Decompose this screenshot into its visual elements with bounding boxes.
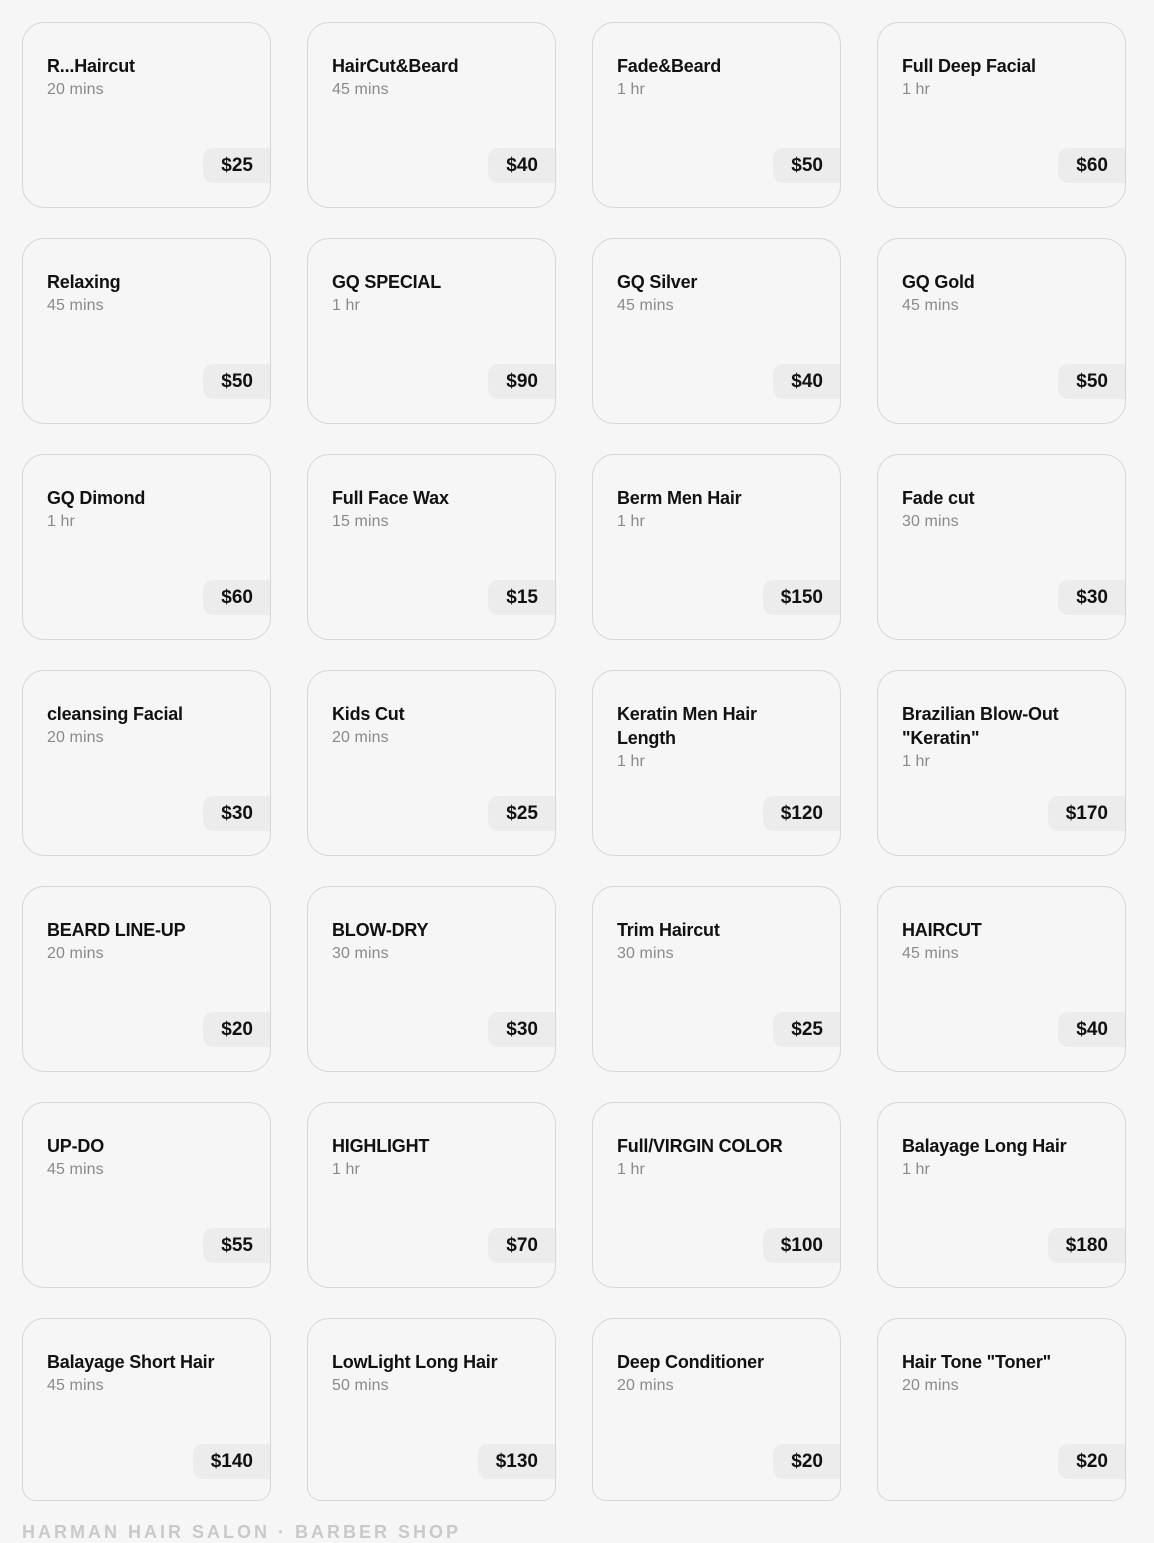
service-duration: 1 hr (332, 297, 360, 314)
service-card[interactable] (22, 886, 271, 1072)
service-card[interactable] (307, 1102, 556, 1288)
service-name-text: Full Face Wax (332, 488, 449, 508)
service-card[interactable] (592, 454, 841, 640)
service-duration: 1 hr (902, 1161, 930, 1178)
service-duration: 1 hr (902, 81, 930, 98)
service-price: $120 (763, 796, 841, 831)
service-name (332, 918, 535, 966)
service-duration: 30 mins (902, 513, 959, 530)
service-duration: 20 mins (47, 81, 104, 98)
service-name (617, 486, 820, 534)
service-card[interactable] (592, 22, 841, 208)
service-price: $100 (763, 1228, 841, 1263)
service-card[interactable] (592, 1102, 841, 1288)
service-name-text: Hair Tone "Toner" (902, 1352, 1052, 1372)
service-card[interactable] (877, 670, 1126, 856)
service-name (47, 1350, 250, 1398)
service-card[interactable] (307, 670, 556, 856)
service-name (47, 54, 250, 102)
service-card[interactable] (22, 22, 271, 208)
service-name (47, 270, 250, 318)
service-price: $70 (488, 1228, 556, 1263)
service-name (332, 1134, 535, 1182)
service-name (332, 702, 535, 750)
service-name-text: Relaxing (47, 272, 121, 292)
service-price: $25 (203, 148, 271, 183)
service-card[interactable] (592, 1318, 841, 1501)
service-price: $30 (488, 1012, 556, 1047)
service-duration: 1 hr (617, 1161, 645, 1178)
service-name-text: HAIRCUT (902, 920, 982, 940)
footer-title: HARMAN HAIR SALON · BARBER SHOP (22, 1522, 461, 1542)
service-name-text: HairCut&Beard (332, 56, 459, 76)
service-duration: 50 mins (332, 1377, 389, 1394)
service-name-text: Fade&Beard (617, 56, 722, 76)
service-card[interactable] (877, 1318, 1126, 1501)
service-duration: 45 mins (47, 297, 104, 314)
service-name-text: Fade cut (902, 488, 975, 508)
service-card[interactable] (877, 22, 1126, 208)
service-card[interactable] (22, 454, 271, 640)
service-name-text: Brazilian Blow-Out "Keratin" (902, 704, 1059, 748)
service-name (617, 54, 820, 102)
services-grid (22, 22, 1126, 1501)
service-name-text: Keratin Men Hair Length (617, 704, 757, 748)
service-duration: 1 hr (47, 513, 75, 530)
service-duration: 15 mins (332, 513, 389, 530)
service-duration: 20 mins (47, 729, 104, 746)
service-name (332, 270, 535, 318)
service-name-text: Balayage Short Hair (47, 1352, 215, 1372)
service-card[interactable] (592, 670, 841, 856)
service-name-text: R...Haircut (47, 56, 135, 76)
service-card[interactable] (307, 454, 556, 640)
service-duration: 1 hr (902, 753, 930, 770)
service-price: $20 (1058, 1444, 1126, 1479)
service-duration: 45 mins (47, 1377, 104, 1394)
service-price: $55 (203, 1228, 271, 1263)
service-name-text: Trim Haircut (617, 920, 720, 940)
service-card[interactable] (307, 22, 556, 208)
service-card[interactable] (877, 238, 1126, 424)
service-name-text: cleansing Facial (47, 704, 183, 724)
service-price: $170 (1048, 796, 1126, 831)
service-name (902, 1134, 1105, 1182)
service-name (47, 1134, 250, 1182)
service-name-text: BLOW-DRY (332, 920, 429, 940)
service-card[interactable] (307, 886, 556, 1072)
service-price: $90 (488, 364, 556, 399)
service-name-text: GQ SPECIAL (332, 272, 442, 292)
service-name-text: Kids Cut (332, 704, 405, 724)
service-duration: 45 mins (47, 1161, 104, 1178)
service-card[interactable] (22, 238, 271, 424)
service-duration: 20 mins (47, 945, 104, 962)
service-price: $130 (478, 1444, 556, 1479)
service-name (902, 918, 1105, 966)
service-name (902, 1350, 1105, 1398)
service-price: $40 (773, 364, 841, 399)
service-price: $50 (773, 148, 841, 183)
service-card[interactable] (877, 1102, 1126, 1288)
service-price: $60 (1058, 148, 1126, 183)
service-duration: 30 mins (332, 945, 389, 962)
service-card[interactable] (22, 670, 271, 856)
service-name (47, 702, 250, 750)
service-duration: 1 hr (332, 1161, 360, 1178)
service-name (332, 1350, 535, 1398)
service-name-text: LowLight Long Hair (332, 1352, 498, 1372)
service-duration: 45 mins (332, 81, 389, 98)
service-price: $20 (203, 1012, 271, 1047)
service-name (902, 54, 1105, 102)
service-card[interactable] (877, 454, 1126, 640)
service-name-text: Full Deep Facial (902, 56, 1036, 76)
service-duration: 1 hr (617, 513, 645, 530)
service-duration: 20 mins (617, 1377, 674, 1394)
service-card[interactable] (877, 886, 1126, 1072)
service-duration: 45 mins (617, 297, 674, 314)
service-duration: 20 mins (332, 729, 389, 746)
service-duration: 1 hr (617, 753, 645, 770)
service-price: $40 (1058, 1012, 1126, 1047)
service-price: $40 (488, 148, 556, 183)
service-name-text: Full/VIRGIN COLOR (617, 1136, 783, 1156)
service-price: $60 (203, 580, 271, 615)
service-price: $30 (1058, 580, 1126, 615)
service-price: $50 (1058, 364, 1126, 399)
service-name (332, 486, 535, 534)
service-duration: 45 mins (902, 945, 959, 962)
service-name-text: GQ Silver (617, 272, 698, 292)
service-name (617, 270, 820, 318)
service-name-text: BEARD LINE-UP (47, 920, 186, 940)
service-price: $25 (773, 1012, 841, 1047)
service-name (617, 1134, 820, 1182)
service-card[interactable] (592, 238, 841, 424)
service-name (617, 918, 820, 966)
service-card[interactable] (22, 1318, 271, 1501)
service-name-text: HIGHLIGHT (332, 1136, 430, 1156)
service-price: $20 (773, 1444, 841, 1479)
service-price: $25 (488, 796, 556, 831)
service-price: $15 (488, 580, 556, 615)
service-card[interactable] (307, 1318, 556, 1501)
service-price: $150 (763, 580, 841, 615)
service-name-text: Berm Men Hair (617, 488, 742, 508)
service-price: $180 (1048, 1228, 1126, 1263)
service-name (332, 54, 535, 102)
service-name (902, 702, 1105, 774)
service-duration: 45 mins (902, 297, 959, 314)
service-name (617, 702, 820, 774)
service-card[interactable] (307, 238, 556, 424)
service-name-text: GQ Gold (902, 272, 975, 292)
service-name (902, 486, 1105, 534)
service-name (47, 486, 250, 534)
service-duration: 20 mins (902, 1377, 959, 1394)
service-name-text: GQ Dimond (47, 488, 146, 508)
service-price: $50 (203, 364, 271, 399)
service-card[interactable] (592, 886, 841, 1072)
service-name-text: UP-DO (47, 1136, 104, 1156)
service-duration: 1 hr (617, 81, 645, 98)
service-card[interactable] (22, 1102, 271, 1288)
service-name (617, 1350, 820, 1398)
service-price: $30 (203, 796, 271, 831)
service-name-text: Balayage Long Hair (902, 1136, 1067, 1156)
service-name (47, 918, 250, 966)
service-name (902, 270, 1105, 318)
service-name-text: Deep Conditioner (617, 1352, 764, 1372)
service-duration: 30 mins (617, 945, 674, 962)
service-price: $140 (193, 1444, 271, 1479)
